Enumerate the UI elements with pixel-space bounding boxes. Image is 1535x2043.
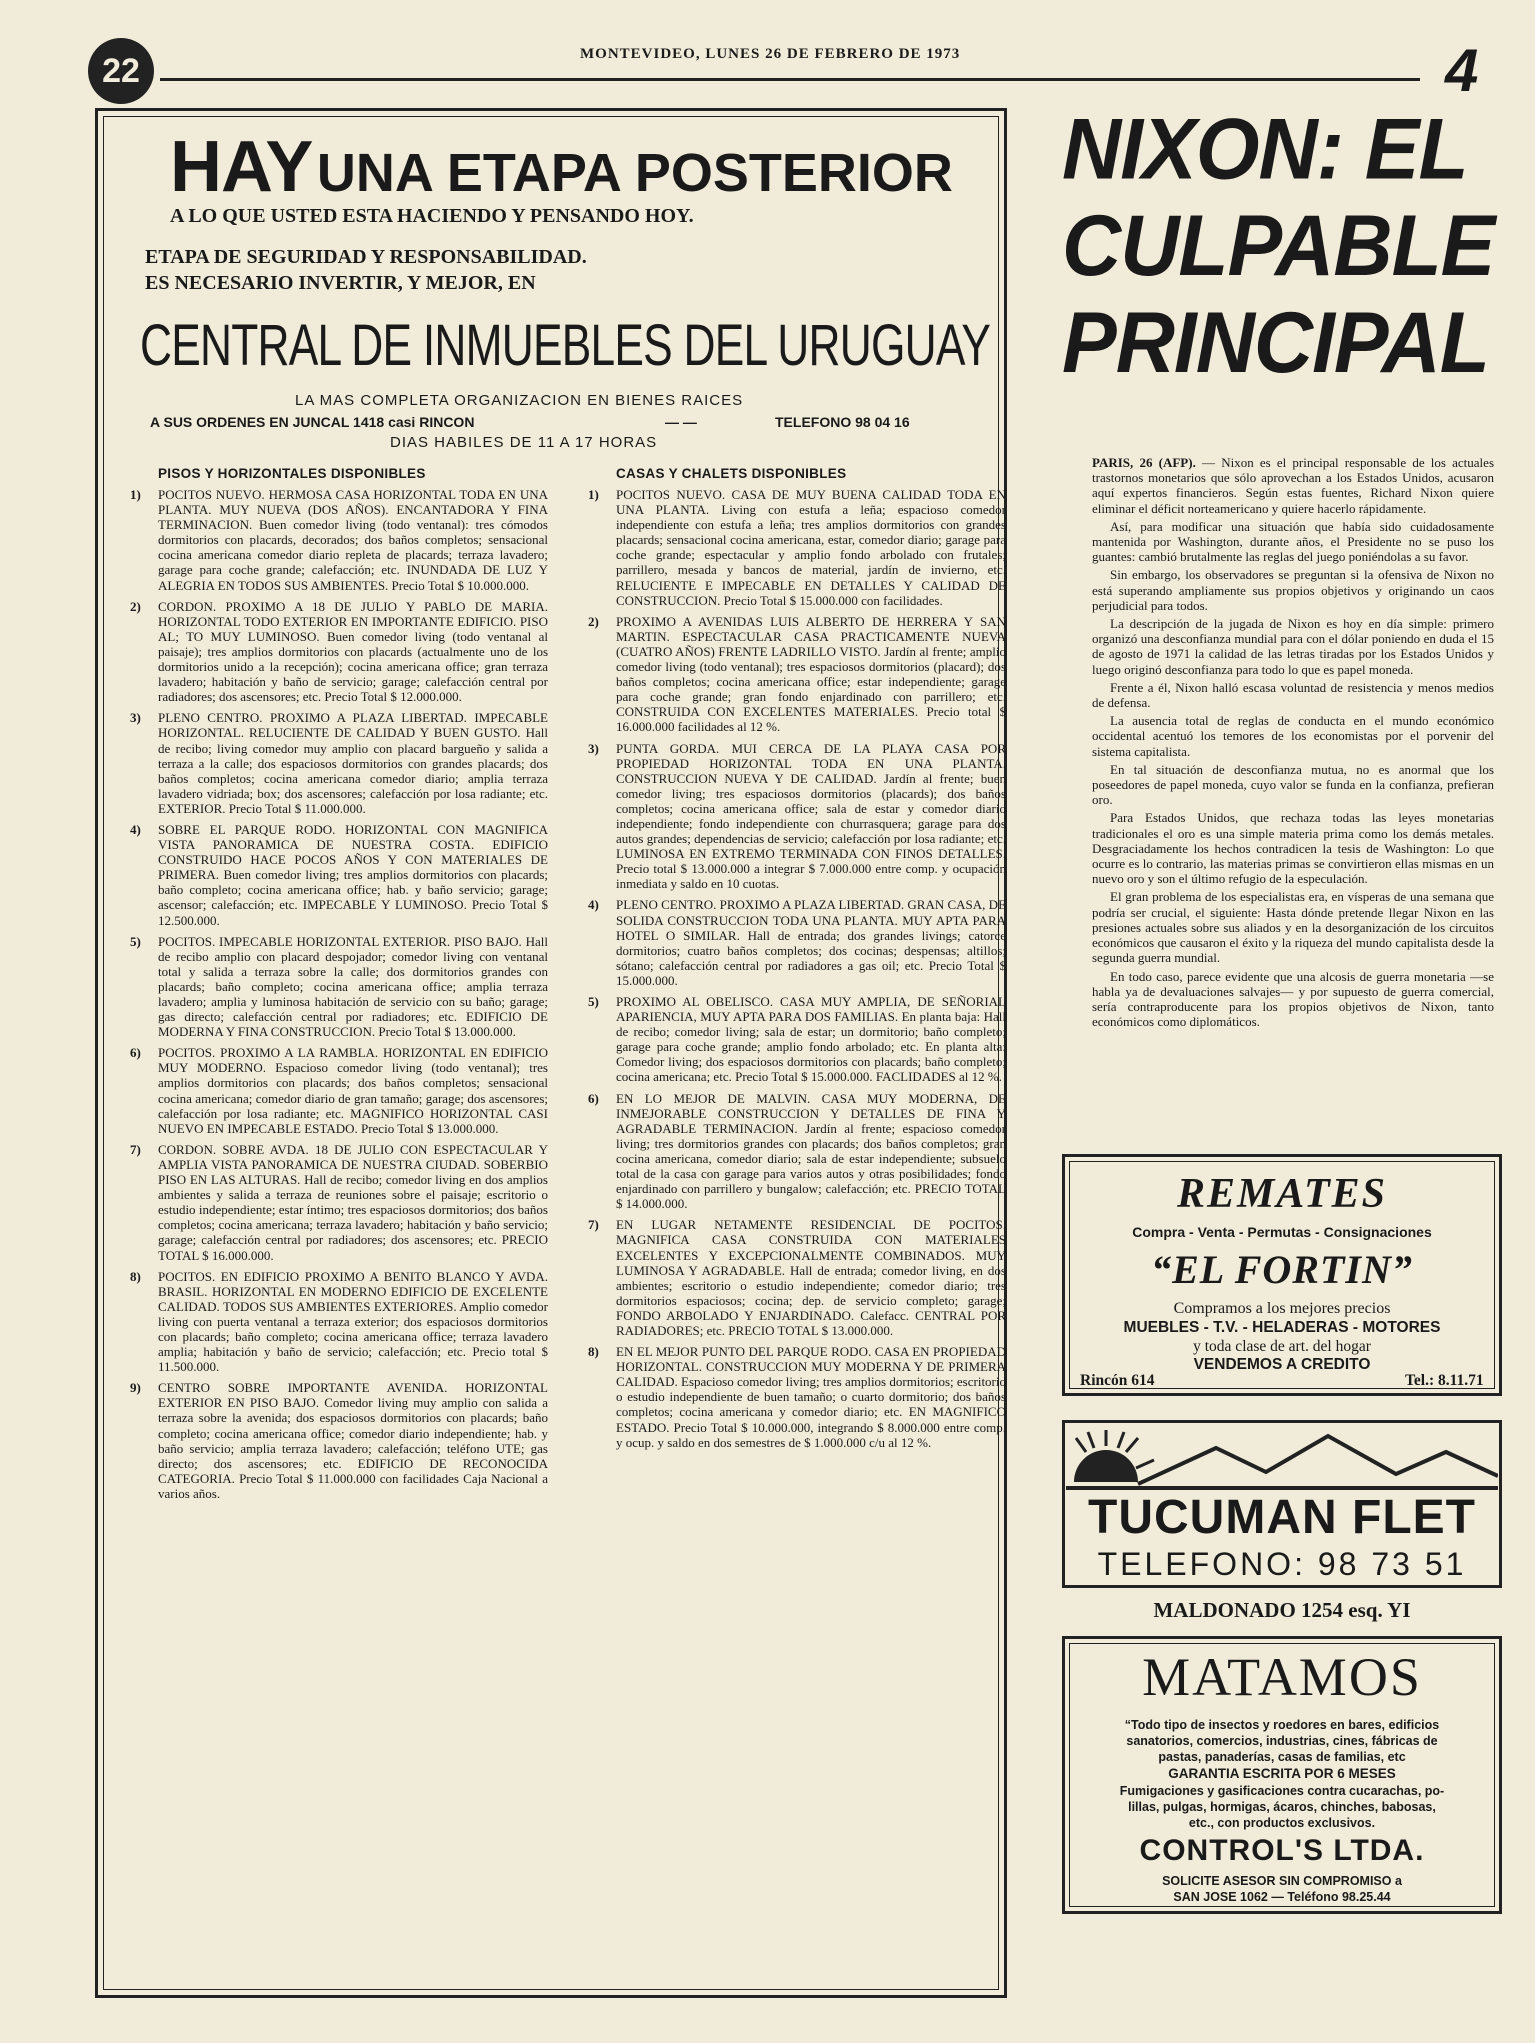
matamos-line-7: etc., con productos exclusivos. xyxy=(1188,1816,1376,1830)
listing-item xyxy=(588,741,1006,892)
ad-line-3: ES NECESARIO INVERTIR, Y MEJOR, EN xyxy=(145,272,536,294)
listing-item xyxy=(130,1045,548,1136)
matamos-line-1: “Todo tipo de insectos y roedores en bares, edificios xyxy=(1124,1718,1440,1732)
listing-item xyxy=(130,934,548,1040)
article-paragraph: En todo caso, parece evidente que una alcosis de guerra monetaria —se habla ya de devaluaciones salvajes— y por supuesto de guerra comercial, sería contraproducente para los propios objetivos de Nixon, tanto económicos como diplomáticos. xyxy=(1092,968,1494,1030)
listing-number: 1) xyxy=(588,487,599,502)
listing-number: 4) xyxy=(130,821,141,837)
article-headline xyxy=(1062,102,1512,392)
listing-text: POCITOS. PROXIMO A LA RAMBLA. HORIZONTAL EN EDIFICIO MUY MODERNO. Espacioso comedor living (todo ventanal); tres amplios dormitorios con placards; dos baños completos; sensacional cocina americana; comedor diario de gran tamaño; garage; dos ascensores; calefacción por losa radiante; etc. MAGNIFICO HORIZONTAL CASI NUEVO EN IMPECABLE ESTADO. Precio Total $ 13.000.000. xyxy=(158,1045,548,1136)
listing-item xyxy=(130,1269,548,1375)
article-dateline: PARIS, 26 (AFP). xyxy=(1092,455,1196,470)
listing-number: 6) xyxy=(588,1090,599,1106)
article-paragraph: La ausencia total de reglas de conducta en el mundo económico occidental acentuó los temores de los economistas por el porvenir del sistema capitalista. xyxy=(1092,713,1494,759)
listing-text: POCITOS NUEVO. CASA DE MUY BUENA CALIDAD TODA EN UNA PLANTA. Living con estufa a leña; espacioso comedor independiente con estufa a leña; tres amplios dormitorios con grandes placards; sensacional cocina americana, estar, comedor diario; garage para coche grande; espectacular y amplio fondo arbolado con frutales; parrillero, mesada y bancos de material, jardín de invierno, etc. RELUCIENTE E IMPECABLE EN DETALLES Y CALIDAD DE CONSTRUCCION. Precio Total $ 15.000.000 con facilidades. xyxy=(616,487,1006,608)
ad-separator: — — xyxy=(665,414,697,430)
listing-item xyxy=(588,1344,1006,1450)
listings-houses-column xyxy=(588,466,1006,1456)
remates-business-name: “EL FORTIN” xyxy=(1151,1247,1413,1292)
listing-number: 8) xyxy=(588,1344,599,1360)
listing-number: 3) xyxy=(588,740,599,756)
remates-line-1: Compramos a los mejores precios xyxy=(1173,1300,1391,1317)
listing-text: PLENO CENTRO. PROXIMO A PLAZA LIBERTAD. IMPECABLE HORIZONTAL. RELUCIENTE DE CALIDAD Y BUEN GUSTO. Hall de recibo; living comedor muy amplio con placard bargueño y salida a terraza a la calle; dos espaciosos dormitorios con grandes placards; dos baños completos; cocina americana comedor diario; amplia terraza lavadero vidriada; box; dos ascensores; calefacción por losa radiante; etc. EXTERIOR. Precio Total $ 11.000.000. xyxy=(158,710,548,816)
listing-text: SOBRE EL PARQUE RODO. HORIZONTAL CON MAGNIFICA VISTA PANORAMICA DE NUESTRA COSTA. EDIFICIO CONSTRUIDO HACE POCOS AÑOS Y CON MATERIALES DE PRIMERA. Buen comedor living; tres amplios dormitorios con placards; baño completo; cocina americana office; hab. y baño servicio; garage; ascensor; calefacción; etc. IMPECABLE Y LUMINOSO. Precio Total $ 12.500.000. xyxy=(158,821,548,928)
listing-number: 3) xyxy=(130,710,141,726)
listing-number: 4) xyxy=(588,897,599,913)
ad-tagline: LA MAS COMPLETA ORGANIZACION EN BIENES RAICES xyxy=(295,392,744,409)
ad-headline-big: HAY xyxy=(170,127,313,207)
listing-text: EN LO MEJOR DE MALVIN. CASA MUY MODERNA, DE INMEJORABLE CONSTRUCCION Y DETALLES DE FINA Y AGRADABLE TERMINACION. Jardín al frente; espacioso comedor living; tres dormitorios grandes con placards; dos baños completos; gran cocina americana, comedor diario; sala de estar independiente; subsuelo total de la casa con garage para varios autos y otras posibilidades; fondo enjardinado con parrillero y bungalow; calefacción; etc. PRECIO TOTAL $ 14.000.000. xyxy=(616,1090,1006,1212)
header-rule xyxy=(160,78,1420,81)
listing-number: 9) xyxy=(130,1380,141,1396)
listing-text: POCITOS. IMPECABLE HORIZONTAL EXTERIOR. PISO BAJO. Hall de recibo amplio con placard despojador; comedor living con ventanal total y salida a terraza sobre la calle; dos dormitorios grandes con placards; baño completo; cocina americana office; amplia terraza lavadero; amplia y luminosa habitación de servicio con su baño; garage; gas directo; calefacción central por radiadores; etc. EDIFICIO DE MODERNA Y FINA CONSTRUCCION. Precio Total $ 13.000.000. xyxy=(158,933,548,1040)
remates-address: Rincón 614 xyxy=(1080,1372,1155,1389)
column-title-houses: CASAS Y CHALETS DISPONIBLES xyxy=(616,466,847,481)
remates-line-3: y toda clase de art. del hogar xyxy=(1193,1338,1371,1355)
remates-title: REMATES xyxy=(1176,1171,1388,1217)
listing-item xyxy=(130,1142,548,1263)
apartments-list xyxy=(130,487,548,1501)
listing-text: EN EL MEJOR PUNTO DEL PARQUE RODO. CASA EN PROPIEDAD HORIZONTAL. CONSTRUCCION MUY MODERNA Y DE PRIMERA CALIDAD. Espacioso comedor living; tres amplios dormitorios; escritorio o estudio independiente de buen tamaño; o cuarto dormitorio; dos baños completos; cocina americana y comedor diario; etc. EN MAGNIFICO ESTADO. Precio Total $ 10.000.000, integrando $ 8.000.000 entre comp. y ocup. y saldo en dos semestres de $ 1.000.000 c/u al 12 %. xyxy=(616,1344,1006,1450)
article-paragraphs xyxy=(1092,519,1494,1030)
listing-text: CORDON. PROXIMO A 18 DE JULIO Y PABLO DE MARIA. HORIZONTAL TODO EXTERIOR EN IMPORTANTE EDIFICIO. PISO AL; TO MUY LUMINOSO. Buen comedor living (todo ventanal al paisaje); tres amplios dormitorios con placards (actualmente uno de los dormitorios unido a la recepción); cocina americana office; gran terraza lavadero; habitación y baño de servicio; garage; calefacción central por radiadores; dos ascensores; etc. Precio Total $ 12.000.000. xyxy=(158,598,548,705)
article-paragraph: Así, para modificar una situación que había sido cuidadosamente mantenida por Washington, durante años, el Presidente no se puso los guantes: cambió brutalmente las reglas del juego poniéndolas a su favor. xyxy=(1092,518,1494,565)
article-lead xyxy=(1092,455,1494,516)
remates-subtitle: Compra - Venta - Permutas - Consignaciones xyxy=(1132,1224,1432,1240)
remates-phone: Tel.: 8.11.71 xyxy=(1405,1372,1484,1389)
tucuman-phone: TELEFONO: 98 73 51 xyxy=(1097,1546,1467,1582)
article-paragraph: Para Estados Unidos, que rechaza todas las leyes monetarias tradicionales el oro es una simple materia prima como los demás metales. Desgraciadamente los hechos contradicen la tesis de Washington: Lo que ocurre es lo contrario, las materias primas se convirtieron ellas mismas en un nuevo oro y son el último refugio de la especulación. xyxy=(1092,810,1494,887)
matamos-line-4: GARANTIA ESCRITA POR 6 MESES xyxy=(1168,1766,1396,1781)
listing-number: 2) xyxy=(130,598,141,614)
article-paragraph: En tal situación de desconfianza mutua, no es anormal que los poseedores de papel moneda, cuyo valor se funda en la confianza, prefieran oro. xyxy=(1092,761,1494,808)
listing-text: POCITOS. EN EDIFICIO PROXIMO A BENITO BLANCO Y AVDA. BRASIL. HORIZONTAL EN MODERNO EDIFICIO DE EXCELENTE CALIDAD. TODOS SUS AMBIENTES EXTERIORES. Amplio comedor living con puerta ventanal a terraza exterior; dos espaciosos dormitorios con placards; baño completo; cocina americana office; terraza lavadero amplia; habitación y baño de servicio; calefacción; etc. Precio total $ 11.500.000. xyxy=(158,1268,548,1375)
article-paragraph: Frente a él, Nixon halló escasa voluntad de resistencia y menos medios de defensa. xyxy=(1092,679,1494,711)
listings-apartments-column xyxy=(130,466,548,1507)
listing-number: 5) xyxy=(588,994,599,1009)
listing-number: 7) xyxy=(130,1141,141,1157)
listing-number: 2) xyxy=(588,613,599,629)
column-title-apartments: PISOS Y HORIZONTALES DISPONIBLES xyxy=(158,466,426,481)
article-paragraph: Sin embargo, los observadores se preguntan si la ofensiva de Nixon no está superando ampliamente sus propios objetivos y originando un caos perjudicial para todos. xyxy=(1092,567,1494,613)
listing-text: CORDON. SOBRE AVDA. 18 DE JULIO CON ESPECTACULAR Y AMPLIA VISTA PANORAMICA DE NUESTRA CIUDAD. SOBERBIO PISO EN LAS ALTURAS. Hall de recibo; comedor living en dos amplios ambientes y salida a terraza de reuniones sobre el paisaje; escritorio o estudio independiente; estar íntimo; tres espaciosos dormitorios; dos baños completos; cocina americana; terraza lavadero; habitación y baño servicio; garage; calefacción central por radiadores; dos ascensores; etc. PRECIO TOTAL $ 16.000.000. xyxy=(158,1141,548,1263)
page-number: 22 xyxy=(88,38,154,104)
article-paragraph: La descripción de la jugada de Nixon es hoy en día simple: primero organizó una desconfianza mundial para con el dólar poniendo en duda el 15 de agosto de 1971 la calidad de las letras tiradas por los Estados Unidos y luego originó desconfianza para todo lo que es papel moneda. xyxy=(1092,616,1494,677)
listing-text: POCITOS NUEVO. HERMOSA CASA HORIZONTAL TODA EN UNA PLANTA. MUY NUEVA (DOS AÑOS). ENCANTADORA Y FINA TERMINACION. Buen comedor living (todo ventanal): tres cómodos dormitorios con placards, decorados; dos baños completos; sensacional cocina americana comedor diario repleta de placards; terraza lavadero; garage para coche grande; calefacción; etc. INUNDADA DE LUZ Y ALEGRIA EN TODOS SUS AMBIENTES. Precio Total $ 10.000.000. xyxy=(158,487,548,593)
listing-number: 6) xyxy=(130,1045,141,1061)
listing-item xyxy=(130,487,548,593)
listing-item xyxy=(130,1380,548,1501)
matamos-line-3: pastas, panaderías, casas de familias, etc xyxy=(1158,1750,1406,1764)
headline-line-3: PRINCIPAL xyxy=(1062,295,1489,391)
ad-headline-rest: UNA ETAPA POSTERIOR xyxy=(316,143,953,203)
ad-phone: TELEFONO 98 04 16 xyxy=(775,414,910,430)
listing-text: PLENO CENTRO. PROXIMO A PLAZA LIBERTAD. GRAN CASA, DE SOLIDA CONSTRUCCION TODA UNA PLANTA. MUY APTA PARA HOTEL O SIMILAR. Hall de entrada; dos grandes livings; catorce dormitorios; cuatro baños completos; dos cocinas; despensas; altillos; sótano; calefacción central por radiadores a gas oil; etc. Precio Total $ 15.000.000. xyxy=(616,897,1007,988)
listing-item xyxy=(588,487,1006,608)
listing-text: PROXIMO A AVENIDAS LUIS ALBERTO DE HERRERA Y SAN MARTIN. ESPECTACULAR CASA PRACTICAMENTE NUEVA (CUATRO AÑOS) FRENTE LADRILLO VISTO. Jardín al frente; amplio comedor living (todo ventanal); tres espaciosos dormitorios (placard); dos baños completos; cocina americana office; estar independiente; garage para coche grande; gran fondo enjardinado con parrillero; etc. CONSTRUIDA CON EXCELENTES MATERIALES. Precio total $ 16.000.000 facilidades al 12 %. xyxy=(616,613,1006,735)
listing-text: CENTRO SOBRE IMPORTANTE AVENIDA. HORIZONTAL EXTERIOR EN PISO BAJO. Comedor living muy amplio con salida a terraza sobre la avenida; dos espaciosos dormitorios con placards; baño completo; cocina americana office; comedor diario independiente; hab. y baño servicio; amplia terraza lavadero; calefacción; teléfono UTE; gas directo; dos ascensores; etc. EDIFICIO DE RECONOCIDA CATEGORIA. Precio Total $ 11.000.000 con facilidades Caja Nacional a varios años. xyxy=(158,1380,548,1501)
matamos-line-6: lillas, pulgas, hormigas, ácaros, chinches, babosas, xyxy=(1128,1800,1436,1814)
matamos-line-2: sanatorios, comercios, industrias, cines, fábricas de xyxy=(1126,1734,1438,1748)
ad-headline xyxy=(170,126,990,208)
tucuman-address: MALDONADO 1254 esq. YI xyxy=(1153,1598,1411,1622)
listing-number: 1) xyxy=(130,487,141,502)
matamos-title: MATAMOS xyxy=(1142,1647,1422,1707)
tucuman-business-name: TUCUMAN FLET xyxy=(1066,1490,1498,1545)
matamos-company: CONTROL'S LTDA. xyxy=(1139,1834,1425,1867)
article-body xyxy=(1092,455,1494,1032)
remates-line-4: VENDEMOS A CREDITO xyxy=(1193,1356,1371,1373)
ad-hours: DIAS HABILES DE 11 A 17 HORAS xyxy=(390,434,658,451)
listing-item xyxy=(130,822,548,928)
headline-line-2: CULPABLE xyxy=(1062,198,1495,295)
listing-item xyxy=(130,710,548,816)
listing-text: PROXIMO AL OBELISCO. CASA MUY AMPLIA, DE SEÑORIAL APARIENCIA, MUY APTA PARA DOS FAMILIAS. En planta baja: Hall de recibo; comedor living; sala de estar; un dormitorio; baño completo; garage para coche grande; amplio fondo arbolado; etc. En planta alta: Comedor living; dos espaciosos dormitorios con placards; baño completo; cocina americana; etc. Precio Total $ 15.000.000. FACLIDADES al 12 %. xyxy=(616,994,1006,1085)
matamos-line-8: SOLICITE ASESOR SIN COMPROMISO a xyxy=(1162,1874,1402,1888)
listing-text: EN LUGAR NETAMENTE RESIDENCIAL DE POCITOS. MAGNIFICA CASA CONSTRUIDA CON MATERIALES EXCELENTES Y EXCEPCIONALMENTE COMBINADOS. MUY LUMINOSA Y AGRADABLE. Hall de entrada; comedor living, en dos ambientes; escritorio o estudio independiente; comedor diario; tres dormitorios espaciosos; cocina; dep. de servicio completo; garage; FONDO ARBOLADO Y ENJARDINADO. Calefacc. CENTRAL POR RADIADORES; etc. PRECIO TOTAL $ 13.000.000. xyxy=(616,1217,1006,1338)
listing-item xyxy=(588,614,1006,735)
article-paragraph: El gran problema de los especialistas era, en vísperas de una semana que podría ser crucial, el siguiente: Hasta dónde pretende llegar Nixon en las presiones actuales sobre sus aliados y en la desorganización de los circuitos económicos que causaron el éxito y la riqueza del mundo capitalista desde la segunda guerra mundial. xyxy=(1092,889,1494,966)
article-lead-text: — Nixon es el principal responsable de los actuales trastornos monetarios que sólo aprovechan a los Estados Unidos, acusaron aquí expertos financieros. Según estas fuentes, Richard Nixon quiere eliminar el déficit norteamericano y quiere hacerlo rápidamente. xyxy=(1092,455,1495,516)
listing-item xyxy=(588,1091,1006,1212)
edition-mark: 4 xyxy=(1445,37,1479,104)
listing-number: 7) xyxy=(588,1217,599,1233)
listing-item xyxy=(588,897,1006,988)
matamos-line-5: Fumigaciones y gasificaciones contra cucarachas, po- xyxy=(1119,1784,1445,1798)
listing-item xyxy=(588,994,1006,1085)
headline-line-1: NIXON: EL xyxy=(1062,102,1468,198)
listing-number: 5) xyxy=(130,933,141,949)
listing-item xyxy=(588,1217,1006,1338)
issue-dateline: MONTEVIDEO, LUNES 26 DE FEBRERO DE 1973 xyxy=(580,46,961,62)
ad-company-name: CENTRAL DE INMUEBLES DEL URUGUAY xyxy=(140,313,991,378)
matamos-line-9: SAN JOSE 1062 — Teléfono 98.25.44 xyxy=(1173,1890,1391,1904)
houses-list xyxy=(588,487,1006,1450)
ad-line-2: ETAPA DE SEGURIDAD Y RESPONSABILIDAD. xyxy=(145,246,587,268)
remates-line-2: MUEBLES - T.V. - HELADERAS - MOTORES xyxy=(1123,1319,1441,1336)
listing-item xyxy=(130,599,548,705)
listing-text: PUNTA GORDA. MUI CERCA DE LA PLAYA CASA POR PROPIEDAD HORIZONTAL TODA EN UNA PLANTA. CONSTRUCCION NUEVA Y DE CALIDAD. Jardín al frente; buen comedor living; tres espaciosos dormitorios (placards); dos baños completos; cocina americana office; sala de estar y comedor diario independiente; fondo independiente con churrasquera; garage para dos autos grandes; dependencias de servicio; calefacción por losa radiante; etc. LUMINOSA EN EXTREMO TERMINADA CON FINOS DETALLES. Precio total $ 13.000.000 a integrar $ 7.000.000 entre comp. y ocupación inmediata y saldo en 10 cuotas. xyxy=(616,740,1006,892)
listing-number: 8) xyxy=(130,1268,141,1284)
ad-address: A SUS ORDENES EN JUNCAL 1418 casi RINCON xyxy=(150,414,475,430)
ad-line-1: A LO QUE USTED ESTA HACIENDO Y PENSANDO HOY. xyxy=(170,205,694,227)
